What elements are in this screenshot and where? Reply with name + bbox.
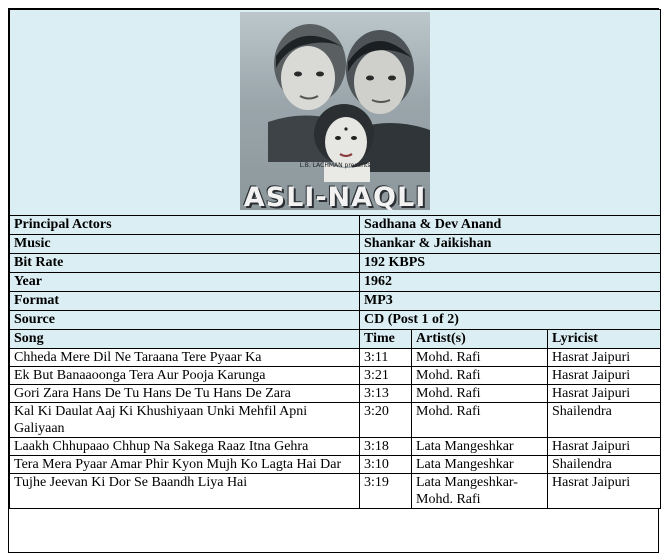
table-row bbox=[10, 349, 661, 367]
table-row bbox=[10, 474, 661, 509]
info-row-year bbox=[10, 273, 661, 292]
song-artist: Lata Mangeshkar bbox=[412, 438, 548, 456]
song-title: Ek But Banaaoonga Tera Aur Pooja Karunga bbox=[10, 367, 360, 385]
table-row bbox=[10, 403, 661, 438]
table-row bbox=[10, 456, 661, 474]
info-label: Format bbox=[10, 292, 360, 311]
song-lyricist: Hasrat Jaipuri bbox=[548, 385, 661, 403]
info-label: Principal Actors bbox=[10, 216, 360, 235]
info-row-format bbox=[10, 292, 661, 311]
movie-poster-image bbox=[240, 12, 430, 210]
song-lyricist: Hasrat Jaipuri bbox=[548, 438, 661, 456]
table-row bbox=[10, 438, 661, 456]
song-artist: Mohd. Rafi bbox=[412, 349, 548, 367]
info-label: Source bbox=[10, 311, 360, 330]
info-label: Bit Rate bbox=[10, 254, 360, 273]
song-time: 3:10 bbox=[360, 456, 412, 474]
song-table-header bbox=[10, 330, 661, 349]
song-title: Chheda Mere Dil Ne Taraana Tere Pyaar Ka bbox=[10, 349, 360, 367]
info-row-music bbox=[10, 235, 661, 254]
song-artist: Mohd. Rafi bbox=[412, 385, 548, 403]
song-artist: Lata Mangeshkar-Mohd. Rafi bbox=[412, 474, 548, 509]
song-lyricist: Hasrat Jaipuri bbox=[548, 474, 661, 509]
column-header-song: Song bbox=[10, 330, 360, 349]
info-row-bitrate bbox=[10, 254, 661, 273]
info-value: Sadhana & Dev Anand bbox=[360, 216, 661, 235]
info-value: 1962 bbox=[360, 273, 661, 292]
info-label: Music bbox=[10, 235, 360, 254]
song-time: 3:21 bbox=[360, 367, 412, 385]
song-lyricist: Shailendra bbox=[548, 456, 661, 474]
info-row-actors bbox=[10, 216, 661, 235]
info-value: CD (Post 1 of 2) bbox=[360, 311, 661, 330]
song-title: Tujhe Jeevan Ki Dor Se Baandh Liya Hai bbox=[10, 474, 360, 509]
info-value: MP3 bbox=[360, 292, 661, 311]
song-artist: Mohd. Rafi bbox=[412, 403, 548, 438]
table-row bbox=[10, 385, 661, 403]
column-header-artist: Artist(s) bbox=[412, 330, 548, 349]
song-title: Tera Mera Pyaar Amar Phir Kyon Mujh Ko Lagta Hai Dar bbox=[10, 456, 360, 474]
song-title: Kal Ki Daulat Aaj Ki Khushiyaan Unki Mehfil Apni Galiyaan bbox=[10, 403, 360, 438]
info-label: Year bbox=[10, 273, 360, 292]
song-title: Gori Zara Hans De Tu Hans De Tu Hans De Zara bbox=[10, 385, 360, 403]
column-header-time: Time bbox=[360, 330, 412, 349]
song-lyricist: Hasrat Jaipuri bbox=[548, 349, 661, 367]
song-time: 3:13 bbox=[360, 385, 412, 403]
table-row bbox=[10, 367, 661, 385]
song-lyricist: Shailendra bbox=[548, 403, 661, 438]
song-artist: Mohd. Rafi bbox=[412, 367, 548, 385]
album-table bbox=[9, 9, 661, 509]
poster-cell bbox=[10, 10, 661, 216]
song-time: 3:18 bbox=[360, 438, 412, 456]
info-value: Shankar & Jaikishan bbox=[360, 235, 661, 254]
song-time: 3:11 bbox=[360, 349, 412, 367]
song-title: Laakh Chhupaao Chhup Na Sakega Raaz Itna Gehra bbox=[10, 438, 360, 456]
song-lyricist: Hasrat Jaipuri bbox=[548, 367, 661, 385]
album-info-document bbox=[8, 8, 659, 553]
poster-title: ASLI-NAQLI bbox=[243, 182, 427, 210]
song-time: 3:19 bbox=[360, 474, 412, 509]
info-value: 192 KBPS bbox=[360, 254, 661, 273]
song-time: 3:20 bbox=[360, 403, 412, 438]
poster-credit-text: L.B. LACHMAN presents bbox=[299, 162, 371, 169]
column-header-lyricist: Lyricist bbox=[548, 330, 661, 349]
poster-artwork bbox=[240, 12, 430, 210]
song-artist: Lata Mangeshkar bbox=[412, 456, 548, 474]
info-row-source bbox=[10, 311, 661, 330]
